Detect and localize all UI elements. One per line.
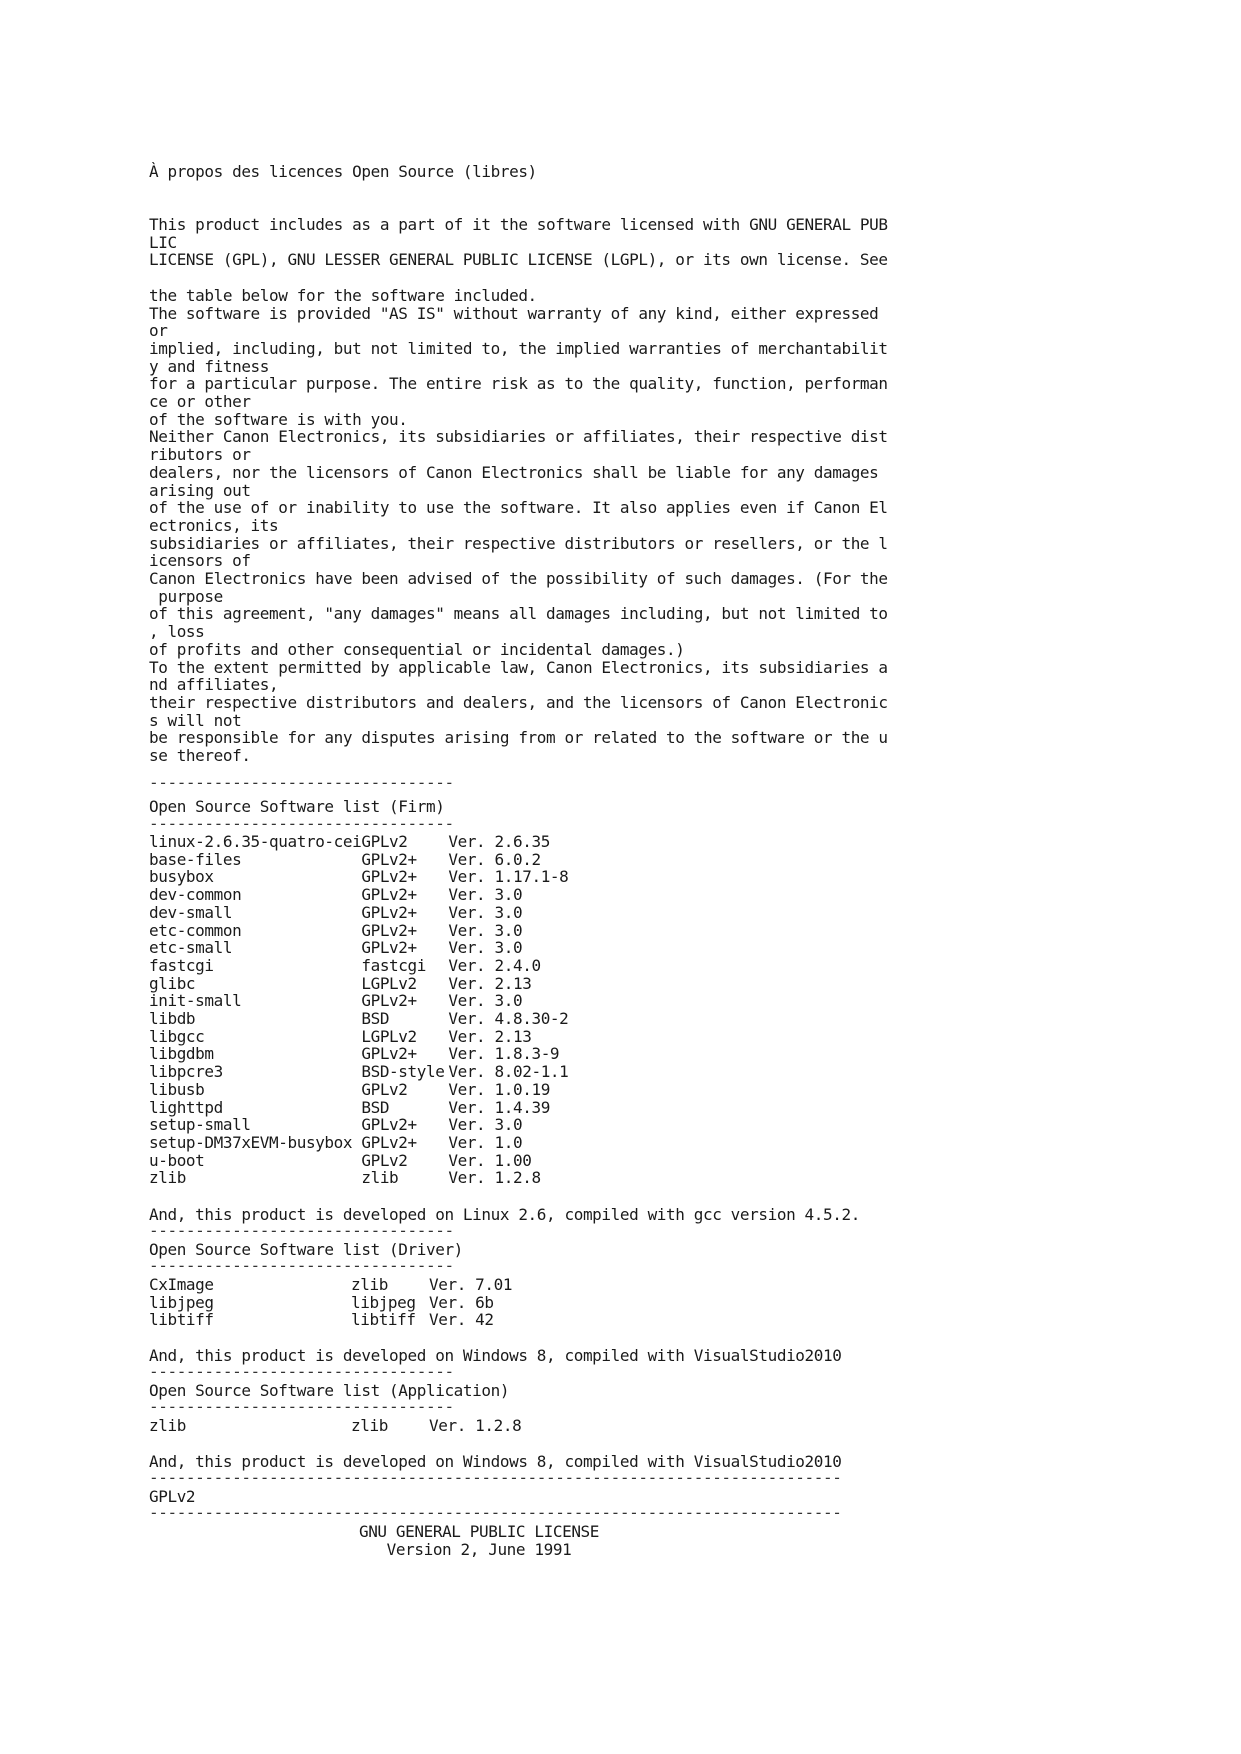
software-name: u-boot: [149, 1150, 205, 1170]
software-row: [149, 1169, 648, 1187]
intro-line: ributors or: [149, 445, 251, 465]
software-license: GPLv2+: [361, 1115, 417, 1135]
intro-line: To the extent permitted by applicable law, Canon Electronics, its subsidiaries a: [149, 657, 888, 677]
divider: ---------------------------------------------------------------------------: [149, 1468, 842, 1487]
software-name: zlib: [149, 1168, 186, 1188]
intro-line: Canon Electronics have been advised of the possibility of such damages. (For the: [149, 569, 888, 589]
software-version: Ver. 2.6.35: [448, 832, 550, 851]
intro-line: or: [149, 321, 168, 341]
software-version: Ver. 8.02-1.1: [448, 1062, 569, 1082]
software-name: etc-common: [149, 920, 242, 940]
software-version: Ver. 7.01: [429, 1275, 513, 1294]
software-version: Ver. 3.0: [448, 938, 523, 958]
gpl-section-label: GPLv2: [149, 1487, 196, 1506]
software-row: [149, 1276, 579, 1294]
intro-line: nd affiliates,: [149, 675, 279, 695]
software-row: [149, 1152, 648, 1170]
software-name: base-files: [149, 849, 242, 869]
intro-line: of profits and other consequential or incidental damages.): [149, 639, 685, 659]
software-name: CxImage: [149, 1275, 214, 1294]
software-name: setup-DM37xEVM-busybox: [149, 1132, 353, 1152]
driver-build-note: And, this product is developed on Windows 8, compiled with VisualStudio2010: [149, 1346, 842, 1365]
firm-list-title: Open Source Software list (Firm): [149, 797, 445, 816]
intro-line: of this agreement, "any damages" means all damages including, but not limited to: [149, 604, 888, 624]
software-version: Ver. 1.4.39: [448, 1097, 550, 1117]
software-version: Ver. 1.0: [448, 1132, 523, 1152]
intro-line: ce or other: [149, 392, 251, 412]
software-row: [149, 904, 648, 922]
software-version: Ver. 3.0: [448, 991, 523, 1011]
divider: ---------------------------------: [149, 1362, 454, 1381]
intro-line: dealers, nor the licensors of Canon Electronics shall be liable for any damages: [149, 462, 879, 482]
software-license: zlib: [351, 1275, 388, 1294]
software-version: Ver. 1.17.1-8: [448, 867, 569, 887]
intro-line: LICENSE (GPL), GNU LESSER GENERAL PUBLIC LICENSE (LGPL), or its own license. See: [149, 250, 888, 270]
software-version: Ver. 1.0.19: [448, 1079, 550, 1099]
software-name: libtiff: [149, 1310, 214, 1330]
intro-line: , loss: [149, 622, 205, 642]
software-name: busybox: [149, 867, 214, 887]
software-license: GPLv2+: [361, 849, 417, 869]
intro-line: The software is provided "AS IS" without warranty of any kind, either expressed: [149, 303, 879, 323]
software-version: Ver. 42: [429, 1310, 494, 1330]
intro-line: be responsible for any disputes arising from or related to the software or the u: [149, 728, 888, 748]
software-row: [149, 1028, 648, 1046]
software-license: BSD: [361, 1097, 390, 1117]
software-license: GPLv2+: [361, 1132, 417, 1152]
intro-line: icensors of: [149, 551, 251, 571]
software-row: [149, 1134, 648, 1152]
software-license: libtiff: [351, 1310, 416, 1330]
software-name: lighttpd: [149, 1097, 223, 1117]
application-software-table: [149, 1417, 579, 1435]
software-version: Ver. 2.13: [448, 1026, 532, 1046]
software-version: Ver. 1.00: [448, 1150, 532, 1170]
software-version: Ver. 3.0: [448, 902, 523, 922]
software-row: [149, 886, 648, 904]
software-version: Ver. 1.2.8: [448, 1168, 541, 1188]
divider: ---------------------------------: [149, 1256, 454, 1275]
divider: ---------------------------------: [149, 1221, 454, 1240]
software-row: [149, 1010, 648, 1028]
software-license: BSD-style: [361, 1062, 445, 1082]
page-heading: À propos des licences Open Source (libres): [149, 162, 537, 181]
software-version: Ver. 6.0.2: [448, 849, 541, 869]
software-row: [149, 1417, 579, 1435]
intro-line: LIC: [149, 232, 177, 252]
intro-line: ectronics, its: [149, 515, 279, 535]
software-row: [149, 833, 648, 851]
software-row: [149, 1116, 648, 1134]
intro-line: of the use of or inability to use the software. It also applies even if Canon El: [149, 498, 888, 518]
divider: ---------------------------------: [149, 814, 454, 833]
software-license: GPLv2+: [361, 920, 417, 940]
driver-list-title: Open Source Software list (Driver): [149, 1240, 463, 1259]
software-name: linux-2.6.35-quatro-cei: [149, 832, 362, 851]
software-version: Ver. 3.0: [448, 920, 523, 940]
software-license: GPLv2+: [361, 991, 417, 1011]
firm-build-note: And, this product is developed on Linux 2.6, compiled with gcc version 4.5.2.: [149, 1205, 860, 1224]
software-version: Ver. 6b: [429, 1292, 494, 1312]
software-row: [149, 1311, 579, 1329]
intro-line: purpose: [149, 586, 223, 606]
software-version: Ver. 4.8.30-2: [448, 1009, 569, 1029]
software-row: [149, 1063, 648, 1081]
divider: ---------------------------------------------------------------------------: [149, 1503, 842, 1522]
intro-line: for a particular purpose. The entire risk as to the quality, function, performan: [149, 374, 888, 394]
software-license: fastcgi: [361, 955, 426, 975]
software-row: [149, 939, 648, 957]
software-version: Ver. 1.2.8: [429, 1416, 522, 1435]
intro-line: implied, including, but not limited to, the implied warranties of merchantabilit: [149, 338, 888, 358]
software-name: zlib: [149, 1416, 186, 1435]
software-version: Ver. 2.4.0: [448, 955, 541, 975]
software-name: libpcre3: [149, 1062, 223, 1082]
gpl-version: Version 2, June 1991: [386, 1540, 572, 1559]
software-row: [149, 851, 648, 869]
intro-line: [149, 269, 888, 287]
intro-line: s will not: [149, 710, 242, 730]
software-name: libjpeg: [149, 1292, 214, 1312]
software-version: Ver. 1.8.3-9: [448, 1044, 560, 1064]
software-license: zlib: [361, 1168, 399, 1188]
divider: ---------------------------------: [149, 1397, 454, 1416]
software-row: [149, 957, 648, 975]
gpl-title: GNU GENERAL PUBLIC LICENSE: [358, 1522, 600, 1541]
software-name: libgdbm: [149, 1044, 214, 1064]
software-license: GPLv2: [361, 1079, 408, 1099]
software-version: Ver. 2.13: [448, 973, 532, 993]
intro-line: y and fitness: [149, 356, 270, 376]
firm-software-table: [149, 833, 648, 1187]
software-license: GPLv2+: [361, 867, 417, 887]
software-license: GPLv2+: [361, 1044, 417, 1064]
software-row: [149, 1081, 648, 1099]
application-list-title: Open Source Software list (Application): [149, 1381, 510, 1400]
software-license: zlib: [351, 1416, 388, 1435]
software-license: GPLv2: [361, 832, 408, 851]
intro-line: their respective distributors and dealers, and the licensors of Canon Electronic: [149, 692, 888, 712]
software-license: LGPLv2: [361, 973, 417, 993]
software-version: Ver. 3.0: [448, 885, 523, 905]
divider: ---------------------------------: [149, 773, 454, 792]
license-intro-text: [149, 216, 888, 765]
software-row: [149, 1099, 648, 1117]
intro-line: arising out: [149, 480, 251, 500]
software-row: [149, 868, 648, 886]
software-row: [149, 1045, 648, 1063]
intro-line: the table below for the software included.: [149, 285, 537, 305]
intro-line: of the software is with you.: [149, 409, 408, 429]
application-build-note: And, this product is developed on Windows 8, compiled with VisualStudio2010: [149, 1452, 842, 1471]
driver-software-table: [149, 1276, 579, 1329]
intro-line: se thereof.: [149, 746, 251, 766]
intro-line: subsidiaries or affiliates, their respective distributors or resellers, or the l: [149, 533, 888, 553]
software-name: dev-small: [149, 902, 233, 922]
intro-line: Neither Canon Electronics, its subsidiaries or affiliates, their respective dist: [149, 427, 888, 447]
software-name: etc-small: [149, 938, 233, 958]
software-row: [149, 922, 648, 940]
software-row: [149, 1294, 579, 1312]
software-name: dev-common: [149, 885, 242, 905]
software-version: Ver. 3.0: [448, 1115, 523, 1135]
software-name: libusb: [149, 1079, 205, 1099]
software-license: GPLv2: [361, 1150, 408, 1170]
software-name: init-small: [149, 991, 242, 1011]
software-name: libgcc: [149, 1026, 205, 1046]
software-license: GPLv2+: [361, 885, 417, 905]
software-name: glibc: [149, 973, 196, 993]
software-row: [149, 975, 648, 993]
software-name: libdb: [149, 1009, 196, 1029]
software-license: GPLv2+: [361, 938, 417, 958]
intro-line: This product includes as a part of it the software licensed with GNU GENERAL PUB: [149, 215, 888, 234]
software-license: libjpeg: [351, 1292, 416, 1312]
software-name: setup-small: [149, 1115, 251, 1135]
software-license: GPLv2+: [361, 902, 417, 922]
software-name: fastcgi: [149, 955, 214, 975]
software-license: LGPLv2: [361, 1026, 417, 1046]
software-license: BSD: [361, 1009, 390, 1029]
software-row: [149, 992, 648, 1010]
